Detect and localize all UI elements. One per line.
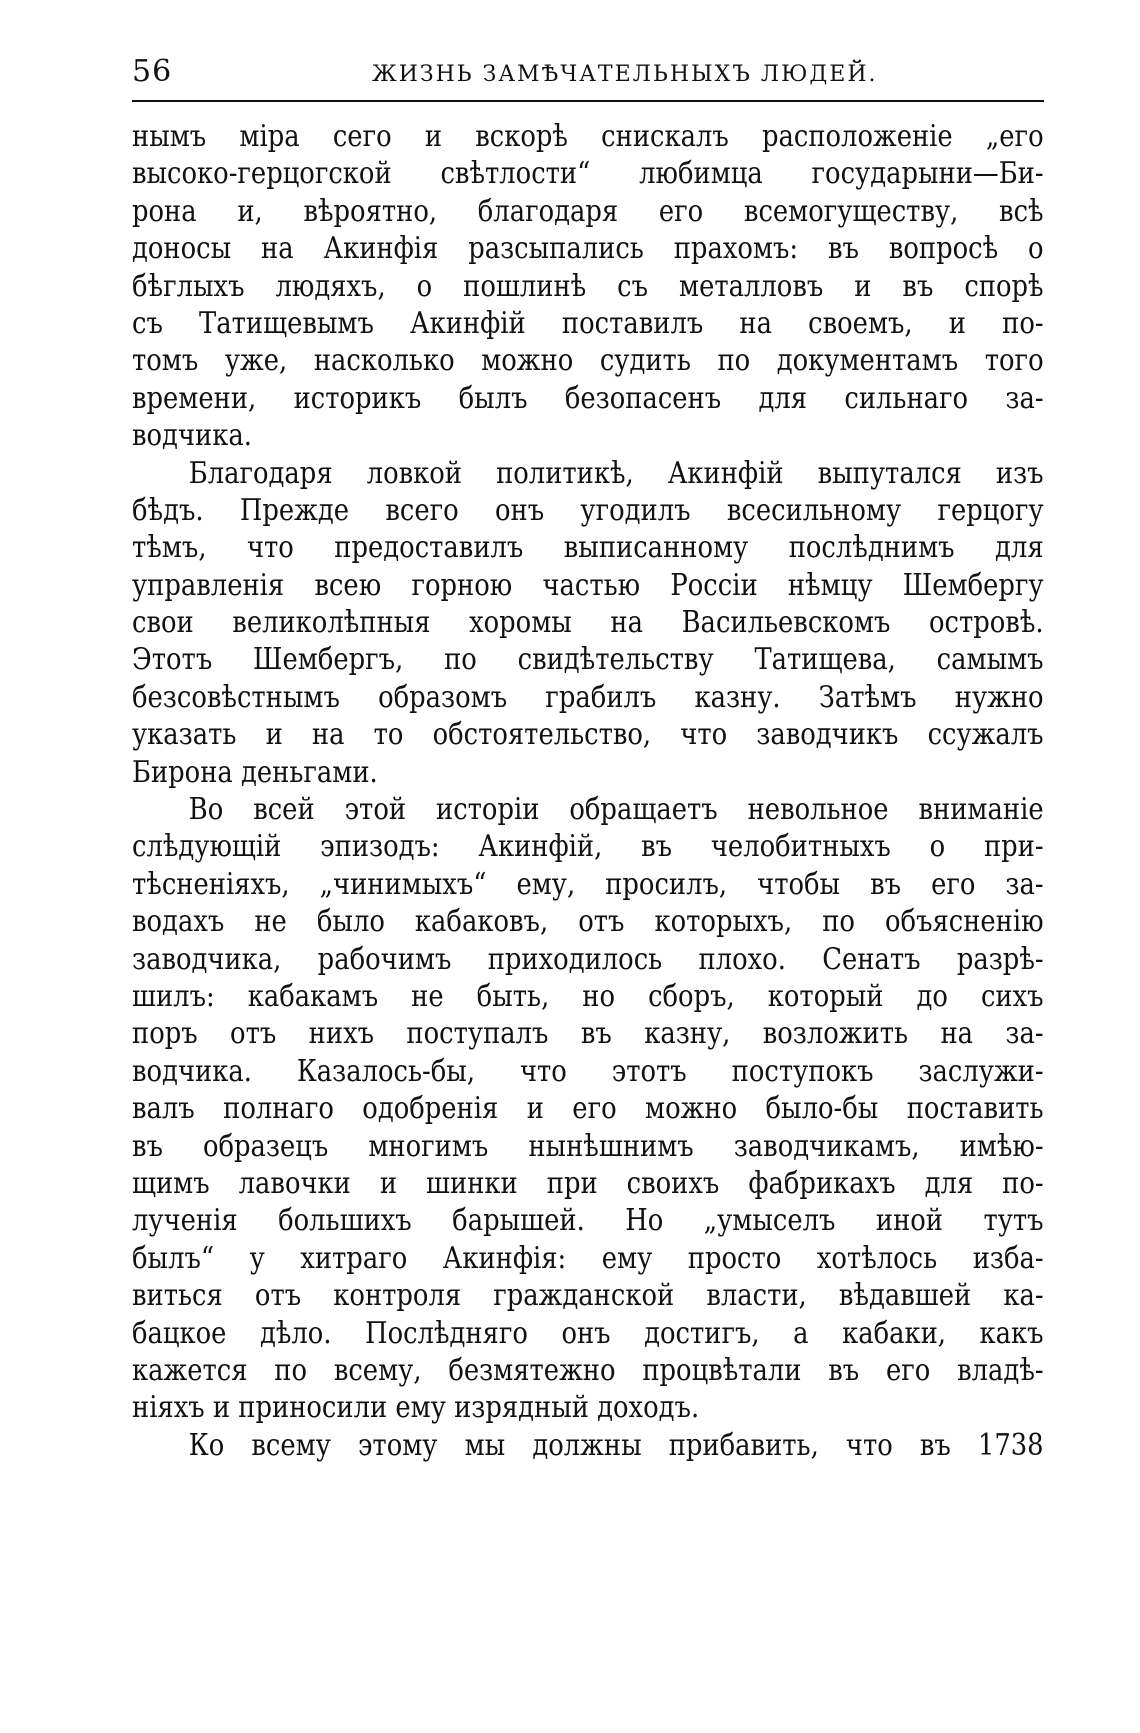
page-header	[132, 48, 1044, 98]
text-line: водчика.	[132, 418, 252, 454]
text-line: указать и на то обстоятельство, что заводчикъ ссужалъ	[132, 717, 1044, 753]
paragraph	[132, 1427, 1044, 1464]
text-line: валъ полнаго одобренія и его можно было-бы поставить	[132, 1091, 1044, 1127]
text-line: рона и, вѣроятно, благодаря его всемогуществу, всѣ	[132, 193, 1044, 229]
text-line: Во всей этой исторіи обращаетъ невольное вниманіе	[188, 792, 1044, 828]
text-line: водахъ не было кабаковъ, отъ которыхъ, по объясненію	[132, 904, 1044, 940]
header-rule	[132, 100, 1044, 102]
text-line: высоко-герцогской свѣтлости“ любимца государыни—Би-	[132, 156, 1044, 192]
text-line: Бирона деньгами.	[132, 754, 378, 790]
text-line: шилъ: кабакамъ не быть, но сборъ, который до сихъ	[132, 978, 1044, 1014]
text-line: бѣдъ. Прежде всего онъ угодилъ всесильному герцогу	[132, 492, 1044, 528]
text-line: кажется по всему, безмятежно процвѣтали въ его владѣ-	[132, 1352, 1044, 1388]
text-line: слѣдующій эпизодъ: Акинфій, въ челобитныхъ о при-	[132, 829, 1044, 865]
text-line: тѣсненіяхъ, „чинимыхъ“ ему, просилъ, чтобы въ его за-	[132, 866, 1044, 902]
text-line: ніяхъ и приносили ему изрядный доходъ.	[132, 1390, 700, 1426]
text-line: управленія всею горною частью Россіи нѣмцу Шембергу	[132, 567, 1044, 603]
text-line: Этотъ Шембергъ, по свидѣтельству Татищева, самымъ	[132, 642, 1044, 678]
paragraph	[132, 791, 1044, 1427]
text-line: доносы на Акинфія разсыпались прахомъ: въ вопросѣ о	[132, 231, 1044, 267]
text-line: щимъ лавочки и шинки при своихъ фабрикахъ для по-	[132, 1165, 1044, 1201]
text-line: съ Татищевымъ Акинфій поставилъ на своемъ, и по-	[132, 305, 1044, 341]
text-line: въ образецъ многимъ нынѣшнимъ заводчикамъ, имѣю-	[132, 1128, 1044, 1164]
text-line: заводчика, рабочимъ приходилось плохо. Сенатъ разрѣ-	[132, 941, 1044, 977]
text-line: безсовѣстнымъ образомъ грабилъ казну. Затѣмъ нужно	[132, 679, 1044, 715]
paragraph	[132, 118, 1044, 455]
text-line: свои великолѣпныя хоромы на Васильевскомъ островѣ.	[132, 605, 1044, 641]
text-line: былъ“ у хитраго Акинфія: ему просто хотѣлось изба-	[132, 1240, 1044, 1276]
text-line: нымъ міра сего и вскорѣ снискалъ расположеніе „его	[132, 119, 1044, 154]
text-line: Благодаря ловкой политикѣ, Акинфій выпутался изъ	[188, 455, 1044, 491]
text-line: бѣглыхъ людяхъ, о пошлинѣ съ металловъ и въ спорѣ	[132, 268, 1044, 304]
text-line: лученія большихъ барышей. Но „умыселъ иной тутъ	[132, 1203, 1044, 1239]
text-line: водчика. Казалось-бы, что этотъ поступокъ заслужи-	[132, 1053, 1044, 1089]
page-number: 56	[132, 54, 173, 89]
text-line: тѣмъ, что предоставилъ выписанному послѣднимъ для	[132, 530, 1044, 566]
running-title: ЖИЗНЬ ЗАМѢЧАТЕЛЬНЫХЪ ЛЮДЕЙ.	[372, 62, 878, 87]
text-line: Ко всему этому мы должны прибавить, что въ 1738	[188, 1427, 1044, 1463]
paragraph	[132, 455, 1044, 792]
text-line: томъ уже, насколько можно судить по документамъ того	[132, 343, 1044, 379]
text-line: времени, историкъ былъ безопасенъ для сильнаго за-	[132, 380, 1044, 416]
body-text	[132, 118, 1044, 1464]
text-line: поръ отъ нихъ поступалъ въ казну, возложить на за-	[132, 1016, 1044, 1052]
text-line: бацкое дѣло. Послѣдняго онъ достигъ, а кабаки, какъ	[132, 1315, 1044, 1351]
text-line: виться отъ контроля гражданской власти, вѣдавшей ка-	[132, 1278, 1044, 1314]
